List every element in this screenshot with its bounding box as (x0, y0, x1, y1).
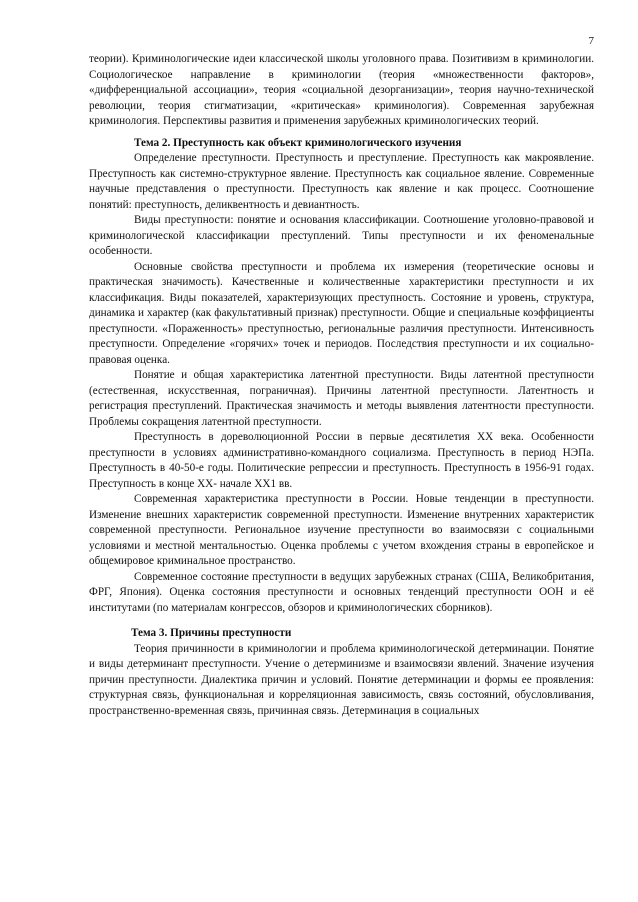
intro-paragraph: теории). Криминологические идеи классической школы уголовного права. Позитивизм в криминологии. Социологическое направление в криминологии (теория «множественности факторов», «дифференциальной ассоциации», теория «социальной дезорганизации», теория научно-технической революции, теория стигматизации, «критическая» криминология). Современная зарубежная криминология. Перспективы развития и применения зарубежных криминологических теорий. (89, 53, 594, 127)
page-number: 7 (588, 35, 594, 47)
topic-2-paragraph-7: Современное состояние преступности в ведущих зарубежных странах (США, Великобритания, ФРГ, Япония). Оценка состояния преступности и основных тенденций преступности ООН и её институтами (по материалам конгрессов, обзоров и криминологических сборников). (89, 570, 594, 614)
topic-2-paragraph-2: Виды преступности: понятие и основания классификации. Соотношение уголовно-правовой и криминологической классификации преступлений. Типы преступности и их феноменальные особенности. (89, 214, 594, 257)
topic-2-heading: Тема 2. Преступность как объект криминологического изучения (134, 136, 462, 149)
topic-2-paragraph-1: Определение преступности. Преступность и преступление. Преступность как макроявление. Преступность как системно-структурное явление. Преступность как социальное явление. Современные научные представления о преступности. Преступность как явление и как процесс. Соотношение понятий: преступность, деликвентность и девиантность. (89, 152, 594, 211)
topic-3-heading: Тема 3. Причины преступности (131, 627, 292, 639)
topic-2-paragraph-5: Преступность в дореволюционной России в первые десятилетия XX века. Особенности преступности в условиях административно-командного социализма. Преступность в период НЭПа. Преступность в 40-50-е годы. Политические репрессии и преступность. Преступность в 1956-91 годах. Преступность в конце XX- начале XX1 вв. (89, 431, 594, 490)
topic-2-paragraph-3: Основные свойства преступности и проблема их измерения (теоретические основы и практическая значимость). Качественные и количественные характеристики преступности и их классификация. Виды показателей, характеризующих преступность. Состояние и уровень, структура, динамика и характер (как факультативный признак) преступности. Общие и специальные коэффициенты преступности. «Пораженность» преступностью, региональные различия преступности. Интенсивность преступности. Определение «горячих» точек и периодов. Последствия преступности и их социально-правовая оценка. (89, 260, 594, 366)
topic-2-paragraph-6: Современная характеристика преступности в России. Новые тенденции в преступности. Изменение внешних характеристик современной преступности. Изменение внутренних характеристик современной преступности. Региональное изучение преступности во взаимосвязи с социальными условиями и местной ментальностью. Оценка проблемы с учетом вхождения страны в европейское и общемировое криминальное пространство. (89, 493, 594, 567)
topic-2-paragraph-4: Понятие и общая характеристика латентной преступности. Виды латентной преступности (естественная, искусственная, пограничная). Причины латентной преступности. Латентность и регистрация преступлений. Практическая значимость и методы выявления латентности преступности. Проблемы сокращения латентной преступности. (89, 369, 594, 428)
topic-3-paragraph-1: Теория причинности в криминологии и проблема криминологической детерминации. Понятие и виды детерминант преступности. Учение о детерминизме и взаимосвязи явлений. Значение изучения причин преступности. Диалектика причин и условий. Понятие детерминации и формы ее проявления: структурная связь, функциональная и корреляционная зависимость, связь состояний, обусловливания, пространственно-временная связь, причинная связь. Детерминация в социальных (89, 642, 594, 717)
